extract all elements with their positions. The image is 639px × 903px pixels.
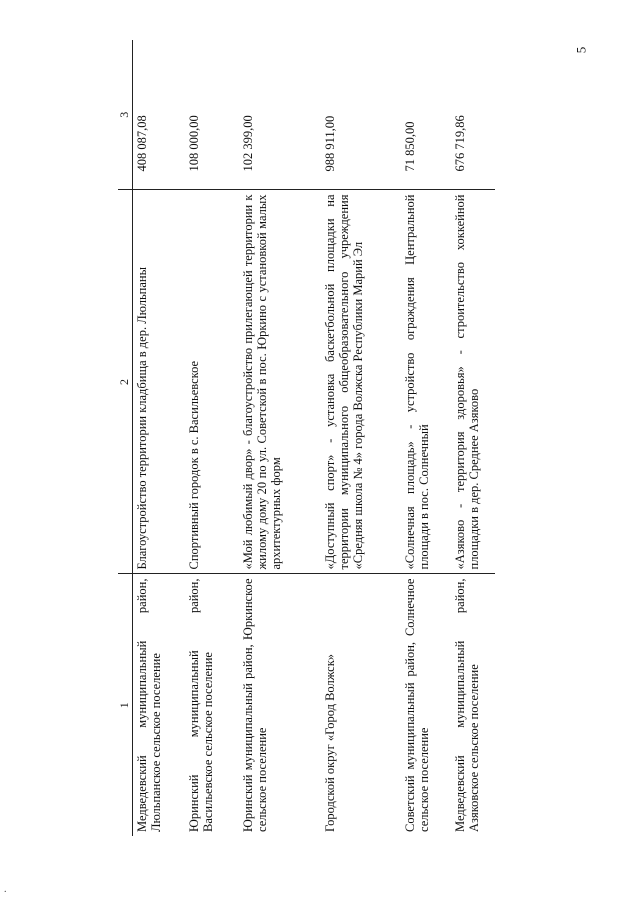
table-row <box>401 40 451 836</box>
amount-cell: 71 850,00 <box>401 40 451 190</box>
municipality-cell: Советский муниципальный район, Солнечное сельское поселение <box>403 578 431 832</box>
project-cell: «Доступный спорт» - установка баскетбольной площадки на территории муниципального общеобразовательного учреждения «Средняя школа № 4» города Волжска Республики Марий Эл <box>321 190 401 574</box>
municipality-cell: Медведевский муниципальный район, Азяковское сельское поселение <box>453 578 481 832</box>
project-cell: «Мой любимый двор» - благоустройство прилегающей территории к жилому дому 20 по ул. Советской в пос. Юркино с установкой малых архитектурных форм <box>239 190 321 574</box>
column-header-2: 2 <box>118 190 133 574</box>
municipality-cell: Юринский муниципальный район, Юркинское сельское поселение <box>241 578 269 832</box>
rotated-table-container <box>118 40 524 836</box>
amount-cell: 988 911,00 <box>321 40 401 190</box>
column-header-3: 3 <box>118 40 133 190</box>
table-row <box>451 40 495 836</box>
column-header-1: 1 <box>118 574 133 836</box>
municipality-cell: Городской округ «Город Волжск» <box>323 653 337 832</box>
project-cell: Благоустройство территории кладбища в дер. Люльпаны <box>133 190 186 574</box>
page-number: 5 <box>573 46 589 54</box>
scan-mark: . <box>4 884 7 895</box>
municipality-cell: Юринский муниципальный район, Васильевское сельское поселение <box>187 578 215 832</box>
funding-table <box>118 40 495 836</box>
table-row <box>321 40 401 836</box>
amount-cell: 102 399,00 <box>239 40 321 190</box>
amount-cell: 676 719,86 <box>451 40 495 190</box>
project-cell: «Азяково - территория здоровья» - строительство хоккейной площадки в дер. Среднее Азяково <box>451 190 495 574</box>
table-header-row <box>118 40 133 836</box>
project-cell: «Солнечная площадь» - устройство ограждения Центральной площади в пос. Солнечный <box>401 190 451 574</box>
table-row <box>239 40 321 836</box>
project-cell: Спортивный городок в с. Васильевское <box>185 190 239 574</box>
table-row <box>185 40 239 836</box>
amount-cell: 408 087,08 <box>133 40 186 190</box>
table-row <box>133 40 186 836</box>
amount-cell: 108 000,00 <box>185 40 239 190</box>
municipality-cell: Медведевский муниципальный район, Люльпанское сельское поселение <box>135 578 163 832</box>
